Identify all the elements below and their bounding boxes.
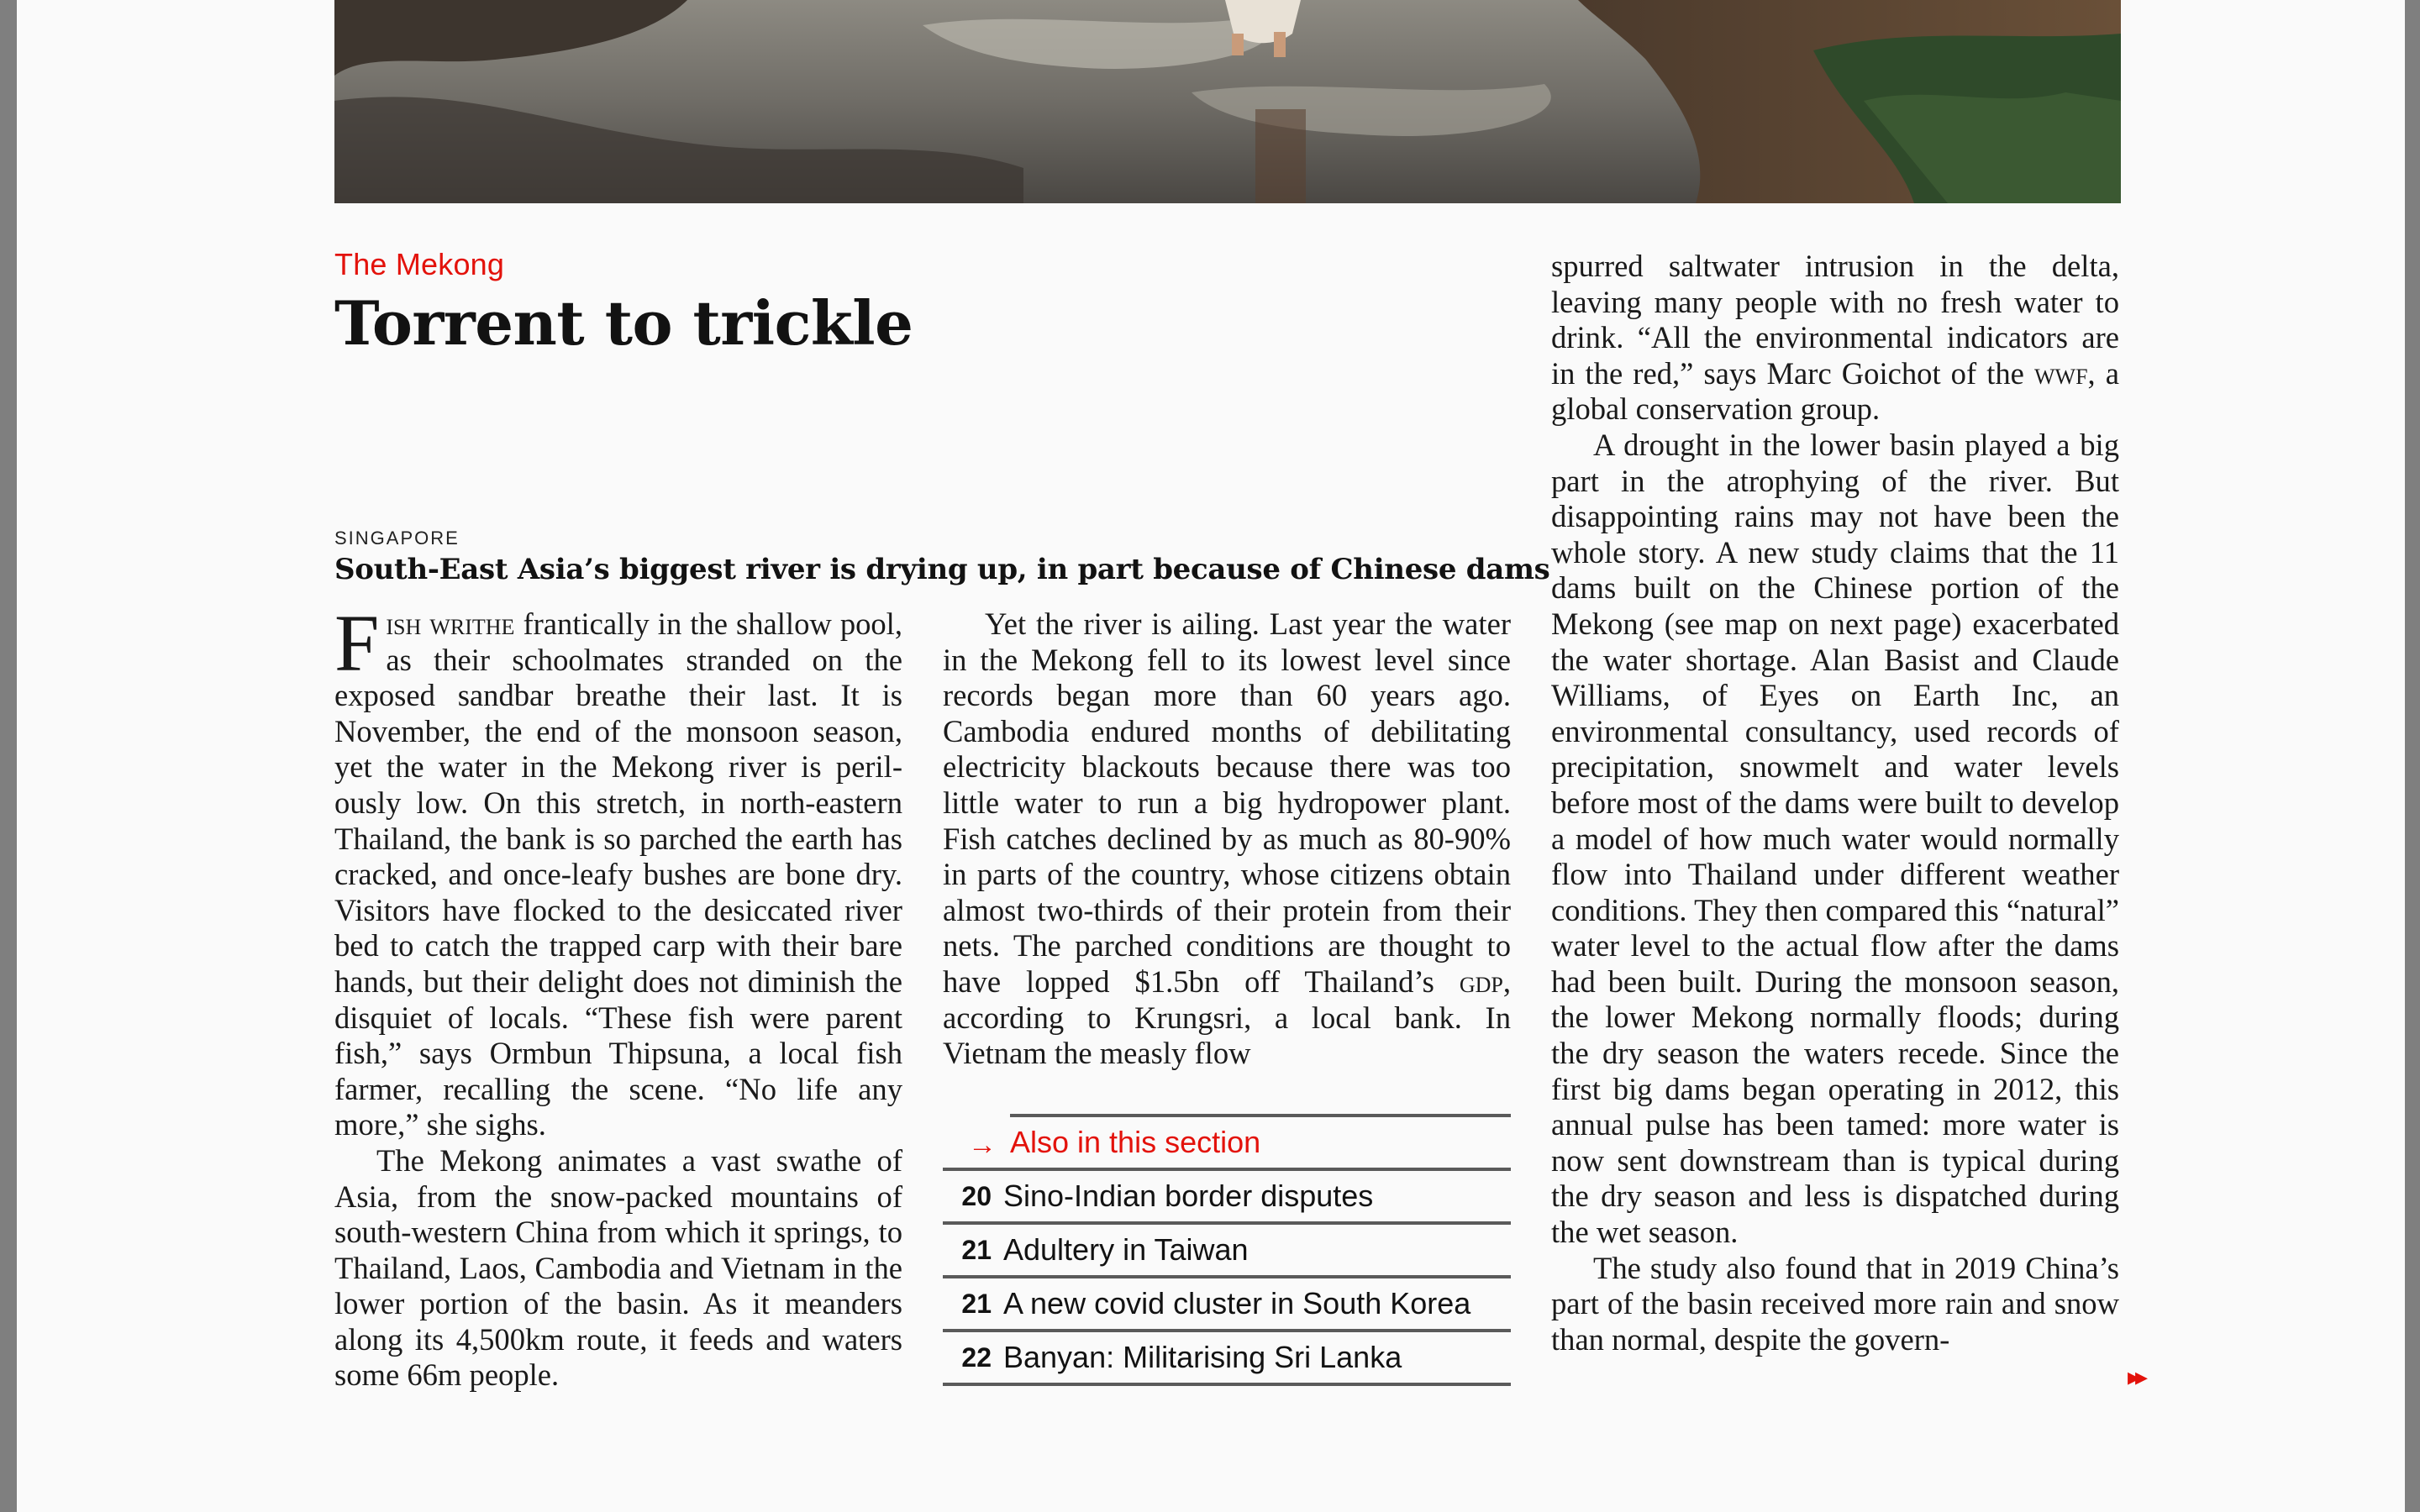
article-column-2 — [943, 606, 1511, 1072]
page-number: 20 — [961, 1180, 992, 1211]
section-link-title: A new covid cluster in South Korea — [1003, 1286, 1471, 1320]
section-link-title: Adultery in Taiwan — [1003, 1232, 1249, 1267]
also-in-section-title: Also in this section — [1010, 1125, 1261, 1159]
also-in-section-box — [943, 1114, 1511, 1386]
magazine-page — [17, 0, 2405, 1512]
page-number: 21 — [961, 1234, 992, 1265]
lead-small-caps: ish writhe — [386, 606, 515, 641]
paragraph-text: Yet the river is ailing. Last year the water in the Mekong fell to its lowest level since records began more than 60 years ago. Cambodia endured months of debilitating electricity blackouts because there was too little water to run a big hydropower plant. Fish catches declined by as much as 80-90% in parts of the country, whose citizens obtain almost two-thirds of their protein from their nets. The parched conditions are thought to have lopped $1.5bn off Thailand’s — [943, 606, 1511, 999]
rubric-subheading: South-East Asia’s biggest river is drying up, in part because of Chinese dams — [334, 553, 1550, 586]
arrow-right-icon: → — [968, 1129, 997, 1161]
riverbed-photo-image — [334, 0, 2121, 203]
section-label: The Mekong — [334, 247, 505, 281]
paragraph — [943, 606, 1511, 1072]
continue-arrow-icon[interactable]: ▸▸ — [2128, 1362, 2144, 1392]
paragraph: The study also found that in 2019 China’s part of the basin received more rain and snow than normal, despite the govern- — [1551, 1250, 2119, 1357]
paragraph — [334, 598, 902, 1143]
section-link-item[interactable] — [943, 1275, 1511, 1329]
article-column-3 — [1551, 249, 2119, 1357]
paragraph-text: , according to Krungsri, a local bank. In Vietnam the measly flow — [943, 963, 1511, 1071]
also-in-section-header[interactable] — [968, 1114, 1511, 1168]
page-number: 22 — [961, 1341, 992, 1373]
paragraph-text: spurred saltwater intrusion in the delta, leaving many people with no fresh water to drink. “All the environmental indicators are in the red,” says Marc Goichot of the — [1551, 249, 2119, 391]
paragraph: The Mekong animates a vast swathe of Asia, from the snow-packed mountains of south-western China from which it springs, to Thailand, Laos, Cambodia and Vietnam in the lower portion of the basin. As it meanders along its 4,500km route, it feeds and waters some 66m people. — [334, 1142, 902, 1393]
wwf-abbrev: wwf — [2033, 355, 2088, 391]
section-link-title: Banyan: Militarising Sri Lanka — [1003, 1340, 1402, 1374]
divider — [943, 1383, 1511, 1386]
paragraph — [1551, 249, 2119, 428]
paragraph: A drought in the lower basin played a big part in the atrophying of the river. But disappointing rains may not have been the whole story. A new study claims that the 11 dams built on the Chinese portion of the Mekong (see map on next page) exacerbated the water shortage. Alan Basist and Claude Williams, of Eyes on Earth Inc, an environmental consultancy, used records of precipitation, snowmelt and water levels before most of the dams were built to develop a model of how much water would normally flow into Thailand under different weather conditions. They then compared this “natural” water level to the actual flow after the dams had been built. During the monsoon season, the lower Mekong normally floods; during the dry season the waters recede. Since the first big dams began operating in 2012, this annual pulse has been tamed: more water is now sent downstream than is typical during the dry season and less is dispatched during the wet season. — [1551, 427, 2119, 1250]
page-number: 21 — [961, 1288, 992, 1319]
drop-cap: F — [334, 598, 380, 688]
gdp-abbrev: gdp — [1459, 963, 1503, 999]
headline: Torrent to trickle — [334, 287, 913, 359]
section-link-item[interactable] — [943, 1329, 1511, 1383]
header-photo — [334, 0, 2121, 203]
section-link-title: Sino-Indian border disputes — [1003, 1179, 1374, 1213]
article-column-1 — [334, 598, 902, 1394]
section-link-item[interactable] — [943, 1168, 1511, 1221]
paragraph-text: , a global conservation group. — [1551, 355, 2119, 427]
paragraph-text: frantically in the shallow pool, as their schoolmates stranded on the exposed sandbar breathe their last. It is November, the end of the monsoon season, yet the water in the Mekong river is perilously low. On this stretch, in north-eastern Thailand, the bank is so parched the earth has cracked, and once-leafy bushes are bone dry. Visitors have flocked to the desiccated river bed to catch the trapped carp with their bare hands, but their delight does not diminish the disquiet of locals. “These fish were parent fish,” says Ormbun Thipsuna, a local fish farmer, recalling the scene. “No life any more,” she sighs. — [334, 606, 902, 1142]
section-link-item[interactable] — [943, 1221, 1511, 1275]
dateline: SINGAPORE — [334, 528, 460, 549]
